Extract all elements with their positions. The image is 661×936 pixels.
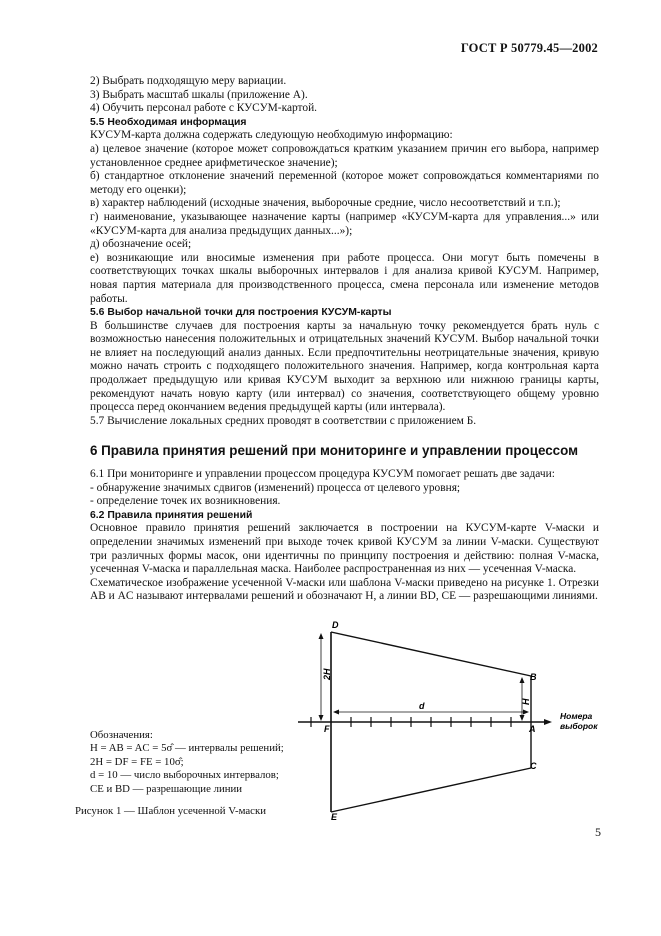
step-4: 4) Обучить персонал работе с КУСУМ-картой. — [90, 102, 318, 115]
line-ec — [331, 768, 531, 812]
step-3: 3) Выбрать масштаб шкалы (приложение А). — [90, 88, 308, 101]
legend-line-3: d = 10 — число выборочных интервалов; — [90, 769, 279, 782]
list-item-a: а) целевое значение (которое может сопровождаться кратким указанием причин его выбора, например установленное среднее арифметическое значение); — [90, 142, 599, 169]
bullet-2: - определение точек их возникновения. — [90, 495, 281, 508]
dim-h-arrow-down-icon — [520, 715, 525, 721]
point-label-a: A — [529, 724, 536, 734]
section-5-5-intro: КУСУМ-карта должна содержать следующую необходимую информацию: — [90, 129, 453, 142]
section-5-6-title: 5.6 Выбор начальной точки для построения КУСУМ-карты — [90, 307, 392, 319]
list-item-e: е) возникающие или вносимые изменения при работе процесса. Они могут быть помечены в соответствующих точках шкалы выборочных интервалов i для анализа кривой КУСУМ. Например, новая партия материала для производственного процесса, смена персонала или изменение методов работы. — [90, 251, 599, 305]
axis-arrow-icon — [544, 719, 552, 725]
list-item-g: г) наименование, указывающее назначение карты (например «КУСУМ-карта для управления...» или «КУСУМ-карта для анализа предыдущих данных...»); — [90, 210, 599, 237]
section-6-2-text-a: Основное правило принятия решений заключается в построении на КУСУМ-карте V-маски и определении значимых изменений при выходе точек кривой КУСУМ за линии V-маски. Существуют три различных формы масок, они идентичны по принципу построения и действию: полная V-маска, усеченная V-маска и параллельная маска. Наиболее распространенная из них — усеченная V-маска. — [90, 522, 599, 576]
legend-title: Обозначения: — [90, 729, 153, 741]
section-6-2-text-b: Схематическое изображение усеченной V-маски или шаблона V-маски приведено на рисунке 1. Отрезки AB и AC называют интервалами решений и обозначают H, а линии BD, CE — разрешающими линиями. — [90, 576, 599, 603]
section-5-5-title: 5.5 Необходимая информация — [90, 116, 247, 128]
label-d: d — [419, 701, 425, 711]
bullet-1: - обнаружение значимых сдвигов (изменений) процесса от целевого уровня; — [90, 481, 461, 494]
v-mask-figure — [290, 612, 610, 822]
label-2h: 2H — [322, 668, 332, 680]
page-number: 5 — [595, 825, 601, 839]
section-5-7-text: 5.7 Вычисление локальных средних проводят в соответствии с приложением Б. — [90, 414, 477, 427]
list-item-b: б) стандартное отклонение значений переменной (которое может сопровождаться комментариями по методу его оценки); — [90, 170, 599, 196]
dim-h-arrow-up-icon — [520, 677, 525, 683]
list-item-d: д) обозначение осей; — [90, 238, 192, 251]
figure-legend — [90, 729, 305, 796]
section-6-title: 6 Правила принятия решений при мониторинге и управлении процессом — [90, 443, 579, 459]
dim-2h-arrow-up-icon — [319, 633, 324, 639]
dim-2h-arrow-down-icon — [319, 715, 324, 721]
section-6-2-title: 6.2 Правила принятия решений — [90, 509, 253, 521]
document-header: ГОСТ Р 50779.45—2002 — [460, 41, 598, 55]
step-2: 2) Выбрать подходящую меру вариации. — [90, 75, 287, 87]
list-item-v: в) характер наблюдений (исходные значения, выборочные средние, число несоответствий и т.п.); — [90, 197, 561, 210]
point-label-c: C — [530, 761, 537, 771]
point-label-e: E — [331, 812, 338, 822]
dim-d-arrow-right-icon — [523, 710, 529, 715]
label-h: H — [521, 698, 531, 705]
document-body — [90, 75, 599, 604]
point-label-d: D — [332, 620, 339, 630]
line-db — [331, 632, 531, 676]
legend-line-1: H = AB = AC = 5σ̂ — интервалы решений; — [90, 742, 284, 755]
legend-line-2: 2H = DF = FE = 10σ̂; — [90, 755, 184, 768]
axis-label-line2: выборок — [560, 721, 598, 731]
legend-line-4: CE и BD — разрешающие линии — [90, 782, 243, 795]
axis-label-line1: Номера — [560, 711, 593, 721]
point-label-f: F — [324, 724, 330, 734]
figure-caption: Рисунок 1 — Шаблон усеченной V-маски — [75, 805, 266, 817]
section-5-6-text: В большинстве случаев для построения карты за начальную точку рекомендуется брать нуль с возможностью нанесения положительных и отрицательных значений КУСУМ. Выбор начальной точки не влияет на последующий анализ данных. Если предпочтительны неотрицательные значения, кривую можно начать строить с подходящего положительного значения. Например, когда контрольная карта продолжает предыдущую или кривая КУСУМ выходит за верхнюю или нижнюю границы карты, рекомендуют начать новую карту (или интервал) со значения, соответствующего общему уровню процесса перед окончанием ведения предыдущей карты (или интервала). — [90, 319, 599, 414]
section-6-1-text: 6.1 При мониторинге и управлении процессом процедура КУСУМ помогает решать две задачи: — [90, 468, 555, 481]
point-label-b: B — [530, 672, 537, 682]
dim-d-arrow-left-icon — [333, 710, 339, 715]
